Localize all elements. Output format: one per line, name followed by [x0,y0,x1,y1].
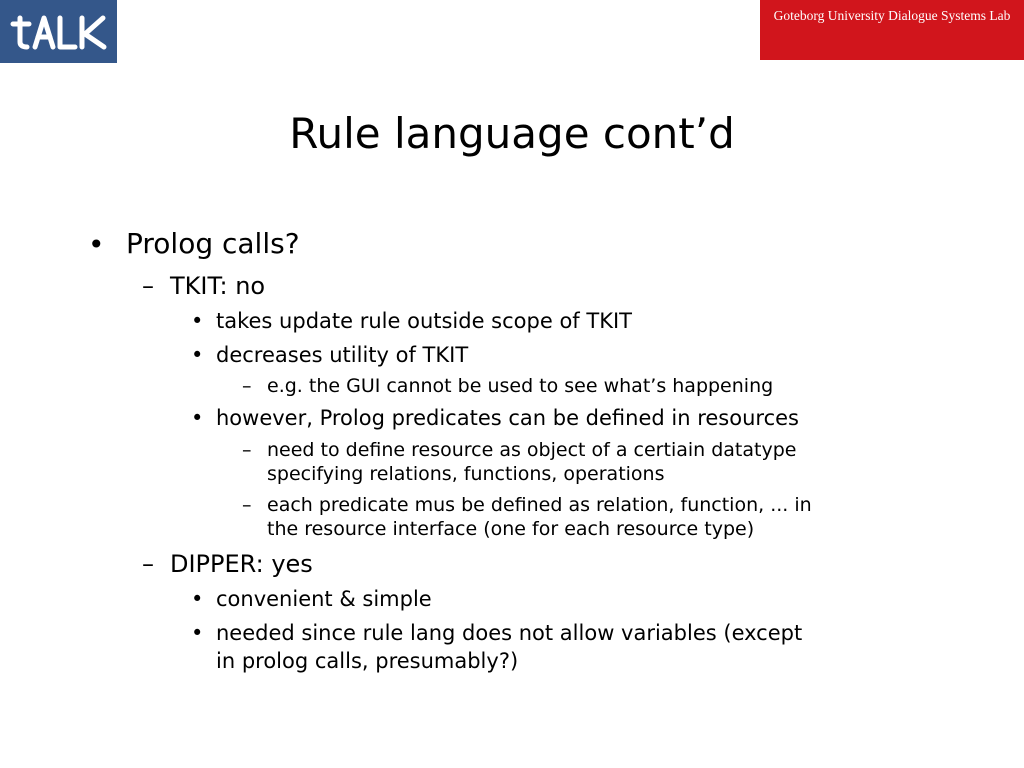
bullet-define-resource-line2: specifying relations, functions, operations [267,463,665,485]
bullet-marker: • [88,228,105,261]
bullet-tkit-utility: decreases utility of TKIT [216,343,469,367]
slide-title: Rule language cont’d [289,109,735,158]
bullet-marker: • [191,309,204,333]
bullet-marker: • [191,621,204,645]
bullet-gui: e.g. the GUI cannot be used to see what’s happening [267,375,774,397]
bullet-predicate-line2: the resource interface (one for each resource type) [267,518,755,540]
bullet-convenient: convenient & simple [216,587,432,611]
talk-logo-icon [7,12,111,52]
dash-marker: – [242,439,252,461]
dash-marker: – [142,550,154,578]
bullet-dipper: DIPPER: yes [170,550,313,578]
bullet-tkit: TKIT: no [170,272,266,300]
bullet-predicate-line1: each predicate mus be defined as relation, function, ... in [267,494,812,516]
bullet-variables-line1: needed since rule lang does not allow variables (except [216,621,803,645]
lab-name-banner [760,0,1024,60]
bullet-variables-line2: in prolog calls, presumably?) [216,649,519,673]
bullet-marker: • [191,587,204,611]
bullet-marker: • [191,343,204,367]
bullet-prolog-predicates: however, Prolog predicates can be defined in resources [216,406,799,430]
dash-marker: – [242,375,252,397]
bullet-prolog-calls: Prolog calls? [126,227,300,260]
bullet-marker: • [191,406,204,430]
bullet-define-resource-line1: need to define resource as object of a certiain datatype [267,439,797,461]
lab-name-text: Goteborg University Dialogue Systems Lab [773,8,1011,23]
talk-logo [0,0,117,63]
bullet-tkit-scope: takes update rule outside scope of TKIT [216,309,632,333]
dash-marker: – [242,494,252,516]
dash-marker: – [142,272,154,300]
